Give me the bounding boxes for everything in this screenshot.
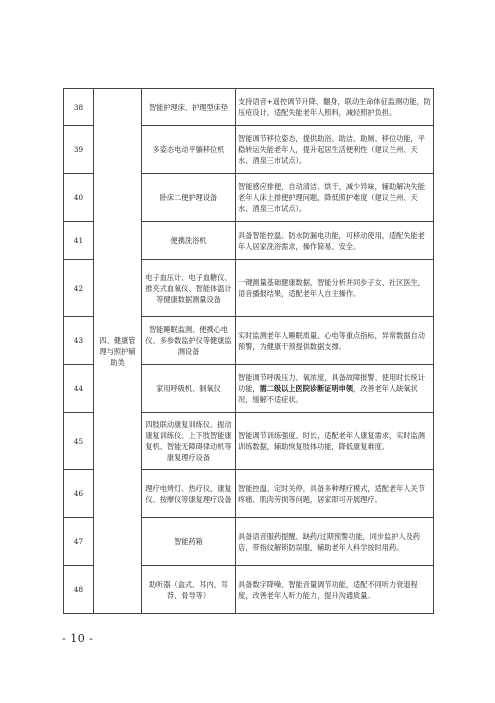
emphasized-requirement: 需二级以上医院诊断证明申领 xyxy=(259,384,354,393)
product-description: 智能感应排便，自动清洁、烘干，减少异味，辅助解决失能老年人床上排便护理问题，降低照护难度（建议兰州、天水、酒泉三市试点）。 xyxy=(236,174,434,222)
product-name: 家用呼吸机、制氧仪 xyxy=(142,365,236,413)
row-number: 47 xyxy=(64,518,94,566)
category-cell xyxy=(94,89,142,614)
table-row xyxy=(64,89,434,126)
product-description: 智能调节训练强度、时长，适配老年人康复需求，实时监测训练数据，辅助恢复肢体功能，降低康复难度。 xyxy=(236,413,434,470)
description-text: ，改善老年人缺氧状况，缓解不适症状。 xyxy=(238,384,418,404)
product-name: 智能护理床、护理型床垫 xyxy=(142,89,236,126)
product-description xyxy=(236,365,434,413)
product-name: 多姿态电动平躺移位机 xyxy=(142,126,236,174)
row-number: 46 xyxy=(64,470,94,518)
product-name: 助听器（盒式、耳内、耳背、骨导等） xyxy=(142,566,236,614)
row-number: 48 xyxy=(64,566,94,614)
product-name: 电子血压计、电子血糖仪、推夹式血氧仪、智能体温计等健康数据测量设备 xyxy=(142,260,236,317)
description-text: 智能调节呼吸压力、氧浓度，具备故障报警、使用时长统计功能， xyxy=(238,373,425,393)
product-name: 智能药箱 xyxy=(142,518,236,566)
product-description: 一键测量基础健康数据，智能分析并同步子女、社区医生，语音播报结果，适配老年人自主操作。 xyxy=(236,260,434,317)
product-name: 理疗电烤灯、热疗仪、康复仪、按摩仪等康复理疗设备 xyxy=(142,470,236,518)
product-spec-table xyxy=(63,88,434,614)
row-number: 41 xyxy=(64,222,94,260)
product-name: 智能睡眠监测、便携心电仪、多参数监护仪等健康监测设备 xyxy=(142,317,236,365)
row-number: 45 xyxy=(64,413,94,470)
row-number: 44 xyxy=(64,365,94,413)
row-number: 39 xyxy=(64,126,94,174)
product-description: 具备智能控温、防水防漏电功能，可移动使用，适配失能老年人居家洗浴需求，操作简易、安全。 xyxy=(236,222,434,260)
row-number: 43 xyxy=(64,317,94,365)
product-name: 卧床二便护理设备 xyxy=(142,174,236,222)
category-label: 四、健康管理与照护辅助类 xyxy=(99,335,136,367)
product-description: 具备语音服药提醒、缺药/过期预警功能，同步监护人及药店，带指纹解锁防误服，辅助老年人科学按时用药。 xyxy=(236,518,434,566)
product-description: 智能控温、定时关停，具备多种理疗模式，适配老年人关节疼痛、肌肉劳损等问题，居家即可开展理疗。 xyxy=(236,470,434,518)
product-name: 便携洗浴机 xyxy=(142,222,236,260)
product-description: 实时监测老年人睡眠质量、心电等重点指标，异常数据自动预警，为健康干预提供数据支撑。 xyxy=(236,317,434,365)
product-description: 支持语音+遥控调节升降、翻身，联动生命体征监测功能，防压疮设计，适配失能老年人照料，减轻照护负担。 xyxy=(236,89,434,126)
product-description: 智能调节移位姿态，提供助浴、助洁、助厕、移位功能，平稳转运失能老年人，提升起居生活便利性（建议兰州、天水、酒泉三市试点）。 xyxy=(236,126,434,174)
row-number: 42 xyxy=(64,260,94,317)
page-number: - 10 - xyxy=(62,632,94,645)
product-description: 具备数字降噪、智能音量调节功能，适配不同听力衰退程度，改善老年人听力能力，提升沟通质量。 xyxy=(236,566,434,614)
row-number: 38 xyxy=(64,89,94,126)
product-name: 四肢联动康复训练仪、振动康复训练仪、上下肢智能康复机、智能无障碍律动机等康复理疗设备 xyxy=(142,413,236,470)
row-number: 40 xyxy=(64,174,94,222)
